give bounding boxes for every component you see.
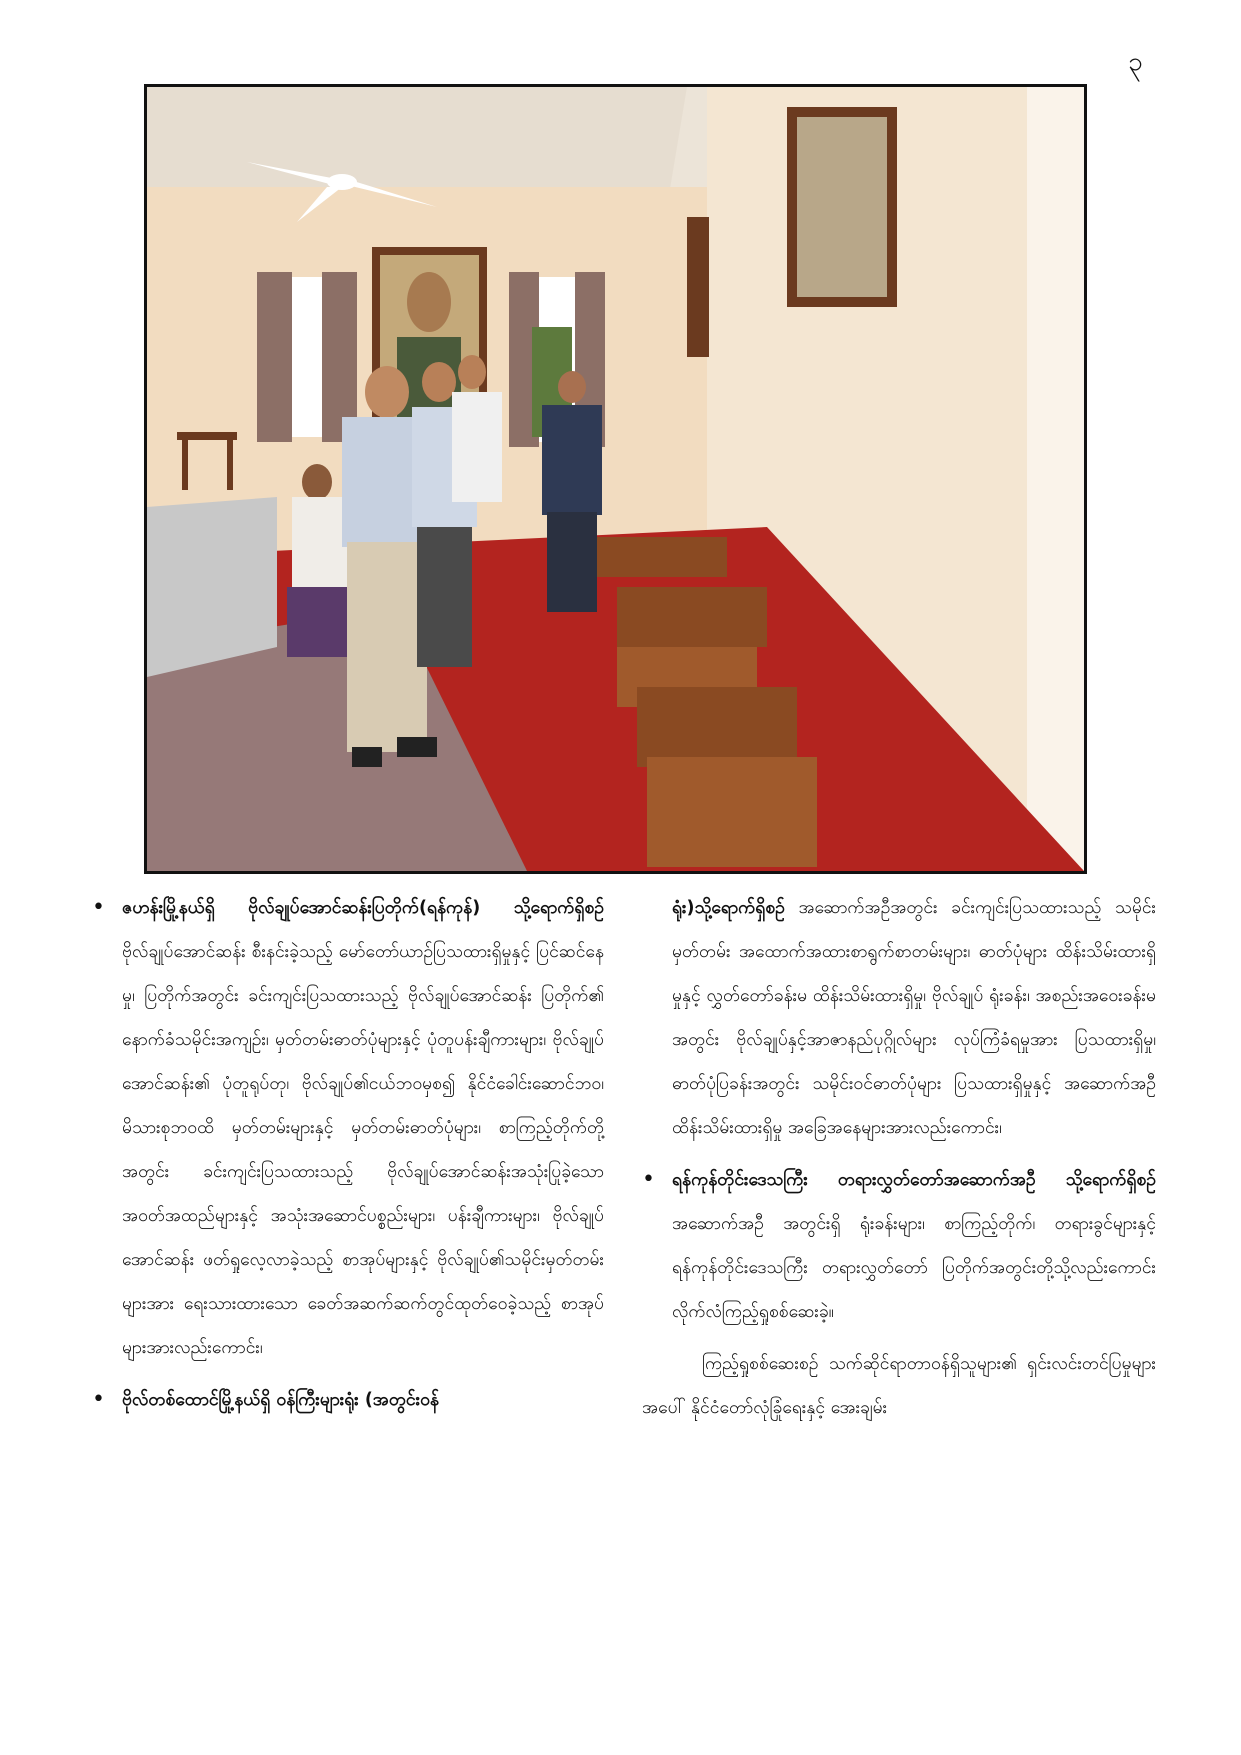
museum-visit-photo-icon: [147, 87, 1084, 871]
bullet-heading: ဗိုလ်တစ်ထောင်မြို့နယ်ရှိ ဝန်ကြီးများရုံး (အတွင်းဝန်: [122, 1390, 439, 1410]
bullet-item: [92, 1378, 604, 1422]
bullet-body: အဆောက်အဦ အတွင်းရှိ ရုံးခန်းများ၊ စာကြည့်တိုက်၊ တရားခွင်များနှင့် ရန်ကုန်တိုင်းဒေသကြီး တရားလွှတ်တော် ပြတိုက်အတွင်းတို့သို့လည်းကောင်း လိုက်လံကြည့်ရှုစစ်ဆေးခဲ့။: [672, 1214, 1156, 1322]
continuation-heading: ရုံး)သို့ရောက်ရှိစဉ်: [672, 898, 785, 918]
bullet-item: [642, 1158, 1156, 1334]
bullet-heading: ရန်ကုန်တိုင်းဒေသကြီး တရားလွှတ်တော်အဆောက်အဦ သို့ရောက်ရှိစဉ်: [672, 1170, 1156, 1190]
left-column: [92, 886, 604, 1422]
bullet-heading: ဇဟန်းမြို့နယ်ရှိ ဗိုလ်ချုပ်အောင်ဆန်းပြတိုက်(ရန်ကုန်) သို့ရောက်ရှိစဉ်: [122, 898, 604, 918]
photo: [144, 84, 1087, 874]
bullet-continuation: [672, 886, 1156, 1150]
bullet-icon: •: [92, 895, 105, 920]
closing-paragraph: ကြည့်ရှုစစ်ဆေးစဉ် သက်ဆိုင်ရာတာဝန်ရှိသူများ၏ ရှင်းလင်းတင်ပြမှုများအပေါ် နိုင်ငံတော်လုံခြုံရေးနှင့် အေးချမ်း: [642, 1354, 1156, 1418]
bullet-item: [92, 886, 604, 1370]
bullet-icon: •: [642, 1167, 655, 1192]
page-number: ၃: [1128, 47, 1143, 77]
bullet-body: ဗိုလ်ချုပ်အောင်ဆန်း စီးနင်းခဲ့သည့် မော်တော်ယာဉ်ပြသထားရှိမှုနှင့် ပြင်ဆင်နေမှု၊ ပြတိုက်အတွင်း ခင်းကျင်းပြသထားသည့် ဗိုလ်ချုပ်အောင်ဆန်း ပြတိုက်၏ နောက်ခံသမိုင်းအကျဉ်း၊ မှတ်တမ်းဓာတ်ပုံများနှင့် ပုံတူပန်းချီကားများ၊ ဗိုလ်ချုပ်အောင်ဆန်း၏ ပုံတူရုပ်တု၊ ဗိုလ်ချုပ်၏ငယ်ဘဝမှစ၍ နိုင်ငံခေါင်းဆောင်ဘဝ၊ မိသားစုဘဝထိ မှတ်တမ်းများနှင့် မှတ်တမ်းဓာတ်ပုံများ၊ စာကြည့်တိုက်တို့အတွင်း ခင်းကျင်းပြသထားသည့် ဗိုလ်ချုပ်အောင်ဆန်းအသုံးပြုခဲ့သော အဝတ်အထည်များနှင့် အသုံးအဆောင်ပစ္စည်းများ၊ ပန်းချီကားများ၊ ဗိုလ်ချုပ်အောင်ဆန်း ဖတ်ရှုလေ့လာခဲ့သည့် စာအုပ်များနှင့် ဗိုလ်ချုပ်၏သမိုင်းမှတ်တမ်းများအား ရေးသားထားသော ခေတ်အဆက်ဆက်တွင်ထုတ်ဝေခဲ့သည့် စာအုပ်များအားလည်းကောင်း၊: [122, 942, 604, 1358]
continuation-body: အဆောက်အဦအတွင်း ခင်းကျင်းပြသထားသည့် သမိုင်းမှတ်တမ်း အထောက်အထားစာရွက်စာတမ်းများ၊ ဓာတ်ပုံများ ထိန်းသိမ်းထားရှိမှုနှင့် လွှတ်တော်ခန်းမ ထိန်းသိမ်းထားရှိမှု၊ ဗိုလ်ချုပ် ရုံးခန်း၊ အစည်းအဝေးခန်းမအတွင်း ဗိုလ်ချုပ်နှင့်အာဇာနည်ပုဂ္ဂိုလ်များ လုပ်ကြံခံရမှုအား ပြသထားရှိမှု၊ ဓာတ်ပုံပြခန်းအတွင်း သမိုင်းဝင်ဓာတ်ပုံများ ပြသထားရှိမှုနှင့် အဆောက်အဦထိန်းသိမ်းထားရှိမှု အခြေအနေများအားလည်းကောင်း၊: [672, 898, 1156, 1138]
bullet-icon: •: [92, 1387, 105, 1412]
right-column: [642, 886, 1156, 1430]
